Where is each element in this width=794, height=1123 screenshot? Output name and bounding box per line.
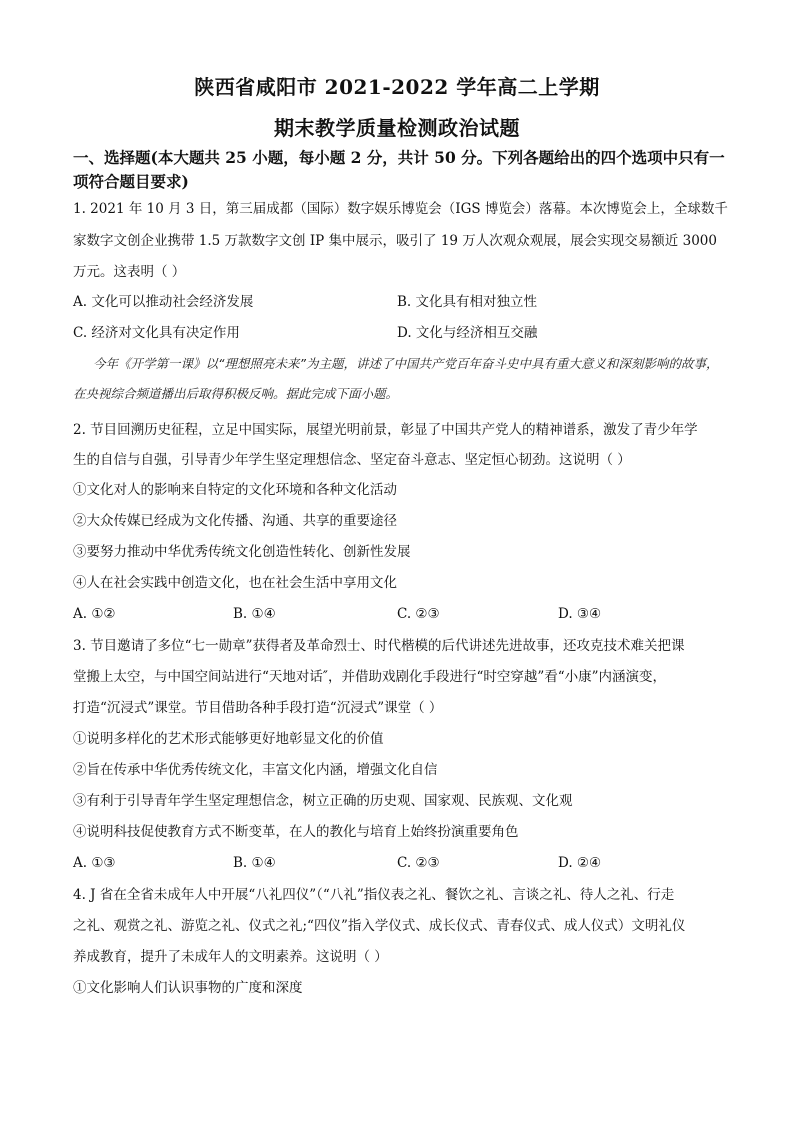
- q3-option-a: A. ①③: [73, 855, 116, 871]
- q3-item-3: ③有利于引导青年学生坚定理想信念，树立正确的历史观、国家观、民族观、文化观: [73, 793, 573, 809]
- q3-line-1: 3. 节目邀请了多位“七一勋章”获得者及革命烈士、时代楷模的后代讲述先进故事，还攻克技术难关把课: [73, 638, 685, 654]
- page-title-line1: 陕西省咸阳市 2021-2022 学年高二上学期: [194, 75, 600, 99]
- q4-line-2: 之礼、观赏之礼、游览之礼、仪式之礼;“四仪”指入学仪式、成长仪式、青春仪式、成人仪式）文明礼仪: [73, 918, 686, 934]
- q1-option-c: C. 经济对文化具有决定作用: [73, 325, 240, 341]
- q1-line-2: 家数字文创企业携带 1.5 万款数字文创 IP 集中展示，吸引了 19 万人次观众观展，展会实现交易额近 3000: [73, 233, 717, 249]
- q2-line-2: 生的自信与自强，引导青少年学生坚定理想信念、坚定奋斗意志、坚定恒心韧劲。这说明（ ）: [73, 452, 631, 468]
- q3-line-2: 堂搬上太空，与中国空间站进行“天地对话″，并借助戏剧化手段进行“时空穿越”看“小康”内涵演变，: [73, 669, 667, 685]
- q2-option-b: B. ①④: [233, 606, 276, 622]
- q1-option-d: D. 文化与经济相互交融: [397, 325, 538, 341]
- q4-item-1: ①文化影响人们认识事物的广度和深度: [73, 980, 303, 996]
- q2-item-4: ④人在社会实践中创造文化，也在社会生活中享用文化: [73, 575, 397, 591]
- section-heading: 一、选择题(本大题共 25 小题，每小题 2 分，共计 50 分。下列各题给出的四个选项中只有一项符合题目要求): [73, 148, 725, 191]
- q3-item-2: ②旨在传承中华优秀传统文化，丰富文化内涵，增强文化自信: [73, 762, 438, 778]
- q3-option-b: B. ①④: [233, 855, 276, 871]
- q3-option-c: C. ②③: [397, 855, 440, 871]
- page-title-line2: 期末教学质量检测政治试题: [274, 116, 520, 140]
- q2-item-2: ②大众传媒已经成为文化传播、沟通、共享的重要途径: [73, 513, 397, 529]
- q2-option-c: C. ②③: [397, 606, 440, 622]
- q1-line-3: 万元。这表明（ ）: [73, 264, 186, 280]
- q4-line-1: 4. J 省在全省未成年人中开展“八礼四仪”（“八礼”指仪表之礼、餐饮之礼、言谈之礼、待人之礼、行走: [73, 887, 675, 903]
- q4-line-3: 养成教育，提升了未成年人的文明素养。这说明（ ）: [73, 949, 388, 965]
- q3-item-1: ①说明多样化的艺术形式能够更好地彰显文化的价值: [73, 731, 384, 747]
- q2-item-1: ①文化对人的影响来自特定的文化环境和各种文化活动: [73, 482, 397, 498]
- q1-option-b: B. 文化具有相对独立性: [397, 294, 538, 310]
- q1-option-a: A. 文化可以推动社会经济发展: [73, 294, 254, 310]
- q3-option-d: D. ②④: [558, 855, 602, 871]
- q2-item-3: ③要努力推动中华优秀传统文化创造性转化、创新性发展: [73, 544, 411, 560]
- reading-passage: 今年《开学第一课》以“理想照亮未来”为主题，讲述了中国共产党百年奋斗史中具有重大意义和深刻影响的故事，在央视综合频道播出后取得积极反响。据此完成下面小题。: [73, 356, 719, 401]
- q2-option-a: A. ①②: [73, 606, 116, 622]
- q3-line-3: 打造“沉浸式”课堂。节目借助各种手段打造“沉浸式”课堂（ ）: [73, 700, 443, 716]
- q2-line-1: 2. 节目回溯历史征程，立足中国实际，展望光明前景，彰显了中国共产党人的精神谱系，激发了青少年学: [73, 422, 698, 438]
- q3-item-4: ④说明科技促使教育方式不断变革，在人的教化与培育上始终扮演重要角色: [73, 824, 519, 840]
- q2-option-d: D. ③④: [558, 606, 602, 622]
- q1-line-1: 1. 2021 年 10 月 3 日，第三届成都（国际）数字娱乐博览会（IGS 博览会）落幕。本次博览会上，全球数千: [73, 201, 728, 217]
